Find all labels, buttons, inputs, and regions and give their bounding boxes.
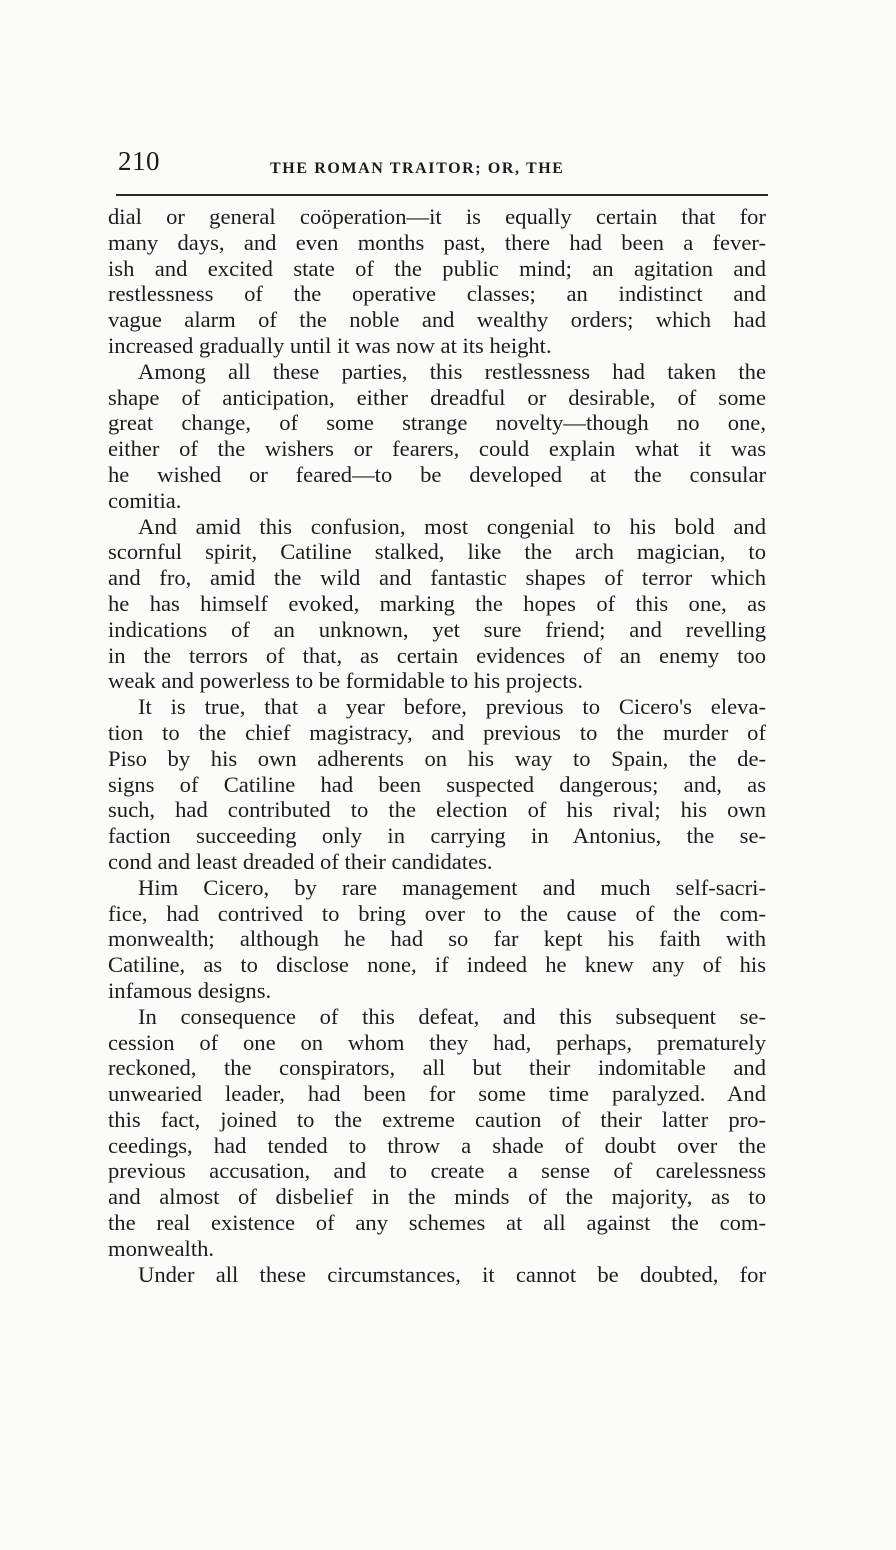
text-line: this fact, joined to the extreme caution of their latter pro- xyxy=(108,1106,766,1132)
paragraph xyxy=(108,875,766,1004)
text-line: Under all these circumstances, it cannot be doubted, for xyxy=(138,1261,766,1287)
text-line: such, had contributed to the election of his rival; his own xyxy=(108,797,766,823)
page-number: 210 xyxy=(118,146,160,176)
text-line: infamous designs. xyxy=(108,977,272,1003)
paragraph xyxy=(108,694,766,875)
text-line: Piso by his own adherents on his way to Spain, the de- xyxy=(108,745,766,771)
text-line: cond and least dreaded of their candidates. xyxy=(108,848,493,874)
paragraph xyxy=(108,359,766,514)
text-line: scornful spirit, Catiline stalked, like the arch magician, to xyxy=(108,539,766,565)
text-line: restlessness of the operative classes; an indistinct and xyxy=(108,281,766,307)
text-line: vague alarm of the noble and wealthy orders; which had xyxy=(108,307,766,333)
text-line: fice, had contrived to bring over to the cause of the com- xyxy=(108,900,766,926)
text-line: Catiline, as to disclose none, if indeed he knew any of his xyxy=(108,952,766,978)
text-line: shape of anticipation, either dreadful or desirable, of some xyxy=(108,384,766,410)
body-text xyxy=(108,204,766,1287)
running-title: THE ROMAN TRAITOR; OR, THE xyxy=(270,160,565,177)
text-line: either of the wishers or fearers, could explain what it was xyxy=(108,436,766,462)
text-line: Among all these parties, this restlessness had taken the xyxy=(138,358,766,384)
text-line: many days, and even months past, there had been a fever- xyxy=(108,229,766,255)
text-line: and almost of disbelief in the minds of the majority, as to xyxy=(108,1184,766,1210)
text-line: It is true, that a year before, previous to Cicero's eleva- xyxy=(138,694,766,720)
text-line: he has himself evoked, marking the hopes of this one, as xyxy=(108,590,766,616)
text-line: great change, of some strange novelty—though no one, xyxy=(108,410,766,436)
text-line: cession of one on whom they had, perhaps, prematurely xyxy=(108,1029,766,1055)
text-line: and fro, amid the wild and fantastic shapes of terror which xyxy=(108,565,766,591)
text-line: signs of Catiline had been suspected dangerous; and, as xyxy=(108,771,766,797)
running-head xyxy=(118,142,766,186)
text-line: unwearied leader, had been for some time paralyzed. And xyxy=(108,1081,766,1107)
text-line: the real existence of any schemes at all against the com- xyxy=(108,1210,766,1236)
text-line: weak and powerless to be formidable to his projects. xyxy=(108,668,583,694)
text-line: dial or general coöperation—it is equally certain that for xyxy=(108,204,766,229)
paragraph xyxy=(108,514,766,695)
header-rule xyxy=(116,194,768,196)
text-line: in the terrors of that, as certain evidences of an enemy too xyxy=(108,642,766,668)
text-line: ceedings, had tended to throw a shade of doubt over the xyxy=(108,1132,766,1158)
text-line: faction succeeding only in carrying in Antonius, the se- xyxy=(108,823,766,849)
text-line: And amid this confusion, most congenial to his bold and xyxy=(138,513,766,539)
text-line: indications of an unknown, yet sure friend; and revelling xyxy=(108,616,766,642)
text-line: Him Cicero, by rare management and much self-sacri- xyxy=(138,874,766,900)
text-line: tion to the chief magistracy, and previous to the murder of xyxy=(108,719,766,745)
text-line: he wished or feared—to be developed at the consular xyxy=(108,461,766,487)
text-line: reckoned, the conspirators, all but their indomitable and xyxy=(108,1055,766,1081)
paragraph xyxy=(108,1262,766,1288)
text-line: previous accusation, and to create a sense of carelessness xyxy=(108,1158,766,1184)
paragraph xyxy=(108,1004,766,1262)
text-line: monwealth; although he had so far kept his faith with xyxy=(108,926,766,952)
text-line: In consequence of this defeat, and this subsequent se- xyxy=(138,1003,766,1029)
text-line: ish and excited state of the public mind; an agitation and xyxy=(108,255,766,281)
text-line: increased gradually until it was now at its height. xyxy=(108,332,552,358)
text-line: comitia. xyxy=(108,487,182,513)
paragraph xyxy=(108,204,766,359)
text-line: monwealth. xyxy=(108,1235,215,1261)
